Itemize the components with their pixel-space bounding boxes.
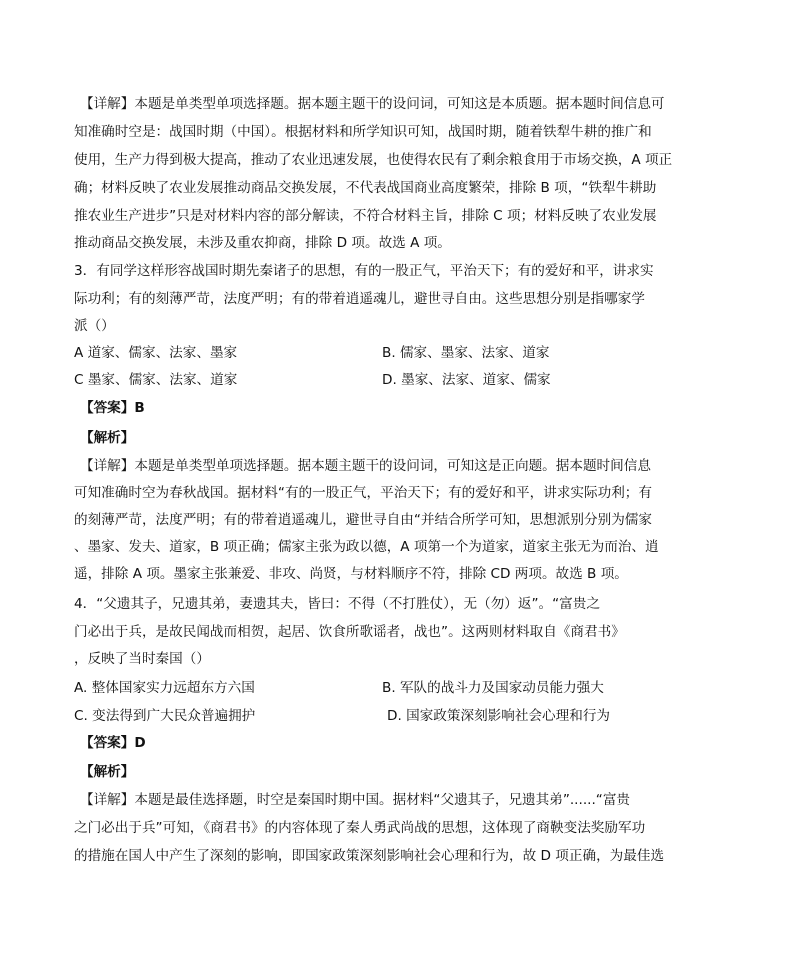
q4-stem-line-1: 4．“父遗其子，兄遗其弟，妻遗其夫，皆曰：不得（不打胜仗），无（勿）返”。“富贵之 bbox=[74, 596, 600, 612]
q3-analysis-line-4: 、墨家、发夫、道家，B 项正确；儒家主张为政以德，A 项第一个为道家，道家主张无为而治、逍 bbox=[74, 539, 659, 555]
q3-analysis-heading: 【解析】 bbox=[80, 430, 135, 446]
q4-analysis-line-3: 的措施在国人中产生了深刻的影响，即国家政策深刻影响社会心理和行为，故 D 项正确，为最佳选 bbox=[74, 848, 665, 864]
q4-stem-line-2: 门必出于兵，是故民闻战而相贺，起居、饮食所歌谣者，战也”。这两则材料取自《商君书》 bbox=[74, 624, 625, 640]
q3-analysis-line-5: 遥，排除 A 项。墨家主张兼爱、非攻、尚贤，与材料顺序不符，排除 CD 两项。故选 B 项。 bbox=[74, 566, 628, 582]
q3-stem-line-1: 3．有同学这样形容战国时期先秦诸子的思想，有的一股正气，平治天下；有的爱好和平，讲求实 bbox=[74, 263, 654, 279]
q3-option-b: B. 儒家、墨家、法家、道家 bbox=[382, 345, 550, 361]
q2-analysis-line-2: 知准确时空是：战国时期（中国）。根据材料和所学知识可知，战国时期，随着铁犁牛耕的推广和 bbox=[74, 124, 652, 140]
q4-analysis-heading: 【解析】 bbox=[80, 764, 135, 780]
q4-analysis-line-1: 【详解】本题是最佳选择题，时空是秦国时期中国。据材料“父遗其子，兄遗其弟”......“富贵 bbox=[80, 792, 631, 808]
q3-stem-line-2: 际功利；有的刻薄严苛，法度严明；有的带着逍遥魂儿，避世寻自由。这些思想分别是指哪家学 bbox=[74, 291, 645, 307]
q3-analysis-line-1: 【详解】本题是单类型单项选择题。据本题主题干的设问词，可知这是正向题。据本题时间信息 bbox=[80, 458, 651, 474]
q2-analysis-line-3: 使用，生产力得到极大提高，推动了农业迅速发展，也使得农民有了剩余粮食用于市场交换，A 项正 bbox=[74, 152, 673, 168]
q3-option-a: A 道家、儒家、法家、墨家 bbox=[74, 345, 238, 361]
q3-stem-line-3: 派（） bbox=[74, 318, 115, 334]
q3-option-d: D. 墨家、法家、道家、儒家 bbox=[382, 372, 551, 388]
q2-analysis-line-4: 确；材料反映了农业发展推动商品交换发展，不代表战国商业高度繁荣，排除 B 项，“铁犁牛耕助 bbox=[74, 180, 657, 196]
q3-analysis-line-3: 的刻薄严苛，法度严明；有的带着逍遥魂儿，避世寻自由“并结合所学可知，思想派别分别为儒家 bbox=[74, 512, 652, 528]
q4-stem-line-3: ，反映了当时秦国（） bbox=[74, 651, 210, 667]
q4-answer: 【答案】D bbox=[80, 735, 146, 751]
q2-analysis-line-5: 推农业生产进步”只是对材料内容的部分解读，不符合材料主旨，排除 C 项；材料反映了农业发展 bbox=[74, 208, 657, 224]
q4-option-a: A. 整体国家实力远超东方六国 bbox=[74, 680, 255, 696]
q4-option-d: D. 国家政策深刻影响社会心理和行为 bbox=[387, 708, 611, 724]
q2-analysis-line-1: 【详解】本题是单类型单项选择题。据本题主题干的设问词，可知这是本质题。据本题时间信息可 bbox=[80, 96, 665, 112]
q3-option-c: C 墨家、儒家、法家、道家 bbox=[74, 372, 238, 388]
q4-analysis-line-2: 之门必出于兵”可知，《商君书》的内容体现了秦人勇武尚战的思想，这体现了商鞅变法奖励军功 bbox=[74, 820, 646, 836]
q4-option-c: C. 变法得到广大民众普遍拥护 bbox=[74, 708, 256, 724]
q2-analysis-line-6: 推动商品交换发展，未涉及重农抑商，排除 D 项。故选 A 项。 bbox=[74, 235, 451, 251]
q3-analysis-line-2: 可知准确时空为春秋战国。据材料“有的一股正气，平治天下；有的爱好和平，讲求实际功利；有 bbox=[74, 485, 652, 501]
q3-answer: 【答案】B bbox=[80, 400, 145, 416]
q4-option-b: B. 军队的战斗力及国家动员能力强大 bbox=[382, 680, 604, 696]
